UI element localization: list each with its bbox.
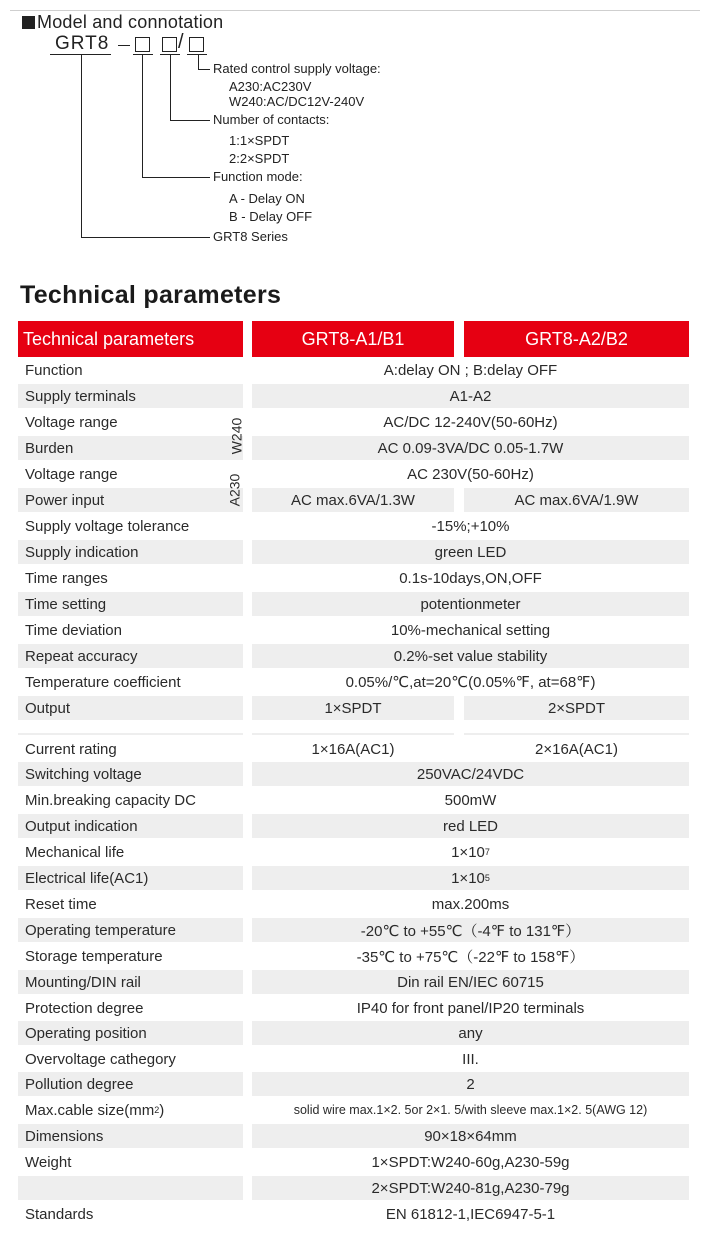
branch-contacts-option: 1:1×SPDT <box>229 133 290 148</box>
row-value: 0.1s-10days,ON,OFF <box>399 569 542 587</box>
table-row <box>18 892 690 918</box>
row-label: Electrical life(AC1) <box>18 866 243 890</box>
row-value: A1-A2 <box>252 384 689 408</box>
row-value: A:delay ON ; B:delay OFF <box>383 361 558 379</box>
row-label: Function <box>25 361 83 379</box>
row-value: EN 61812-1,IEC6947-5-1 <box>385 1205 556 1223</box>
row-label: Switching voltage <box>18 762 243 786</box>
function-mode-box <box>135 37 150 52</box>
row-value-a: AC max.6VA/1.3W <box>252 488 454 512</box>
row-value: 250VAC/24VDC <box>252 762 689 786</box>
row-value: III. <box>462 1050 479 1068</box>
row-value: 90×18×64mm <box>252 1124 689 1148</box>
connector-function-v <box>142 54 143 178</box>
code-slash: / <box>178 31 184 53</box>
table-row <box>18 644 690 670</box>
table-row <box>18 670 690 696</box>
table-row <box>18 788 690 814</box>
row-value: AC/DC 12-240V(50-60Hz) <box>383 413 558 431</box>
branch-voltage-option: W240:AC/DC12V-240V <box>229 94 365 109</box>
row-value-b: 2×16A(AC1) <box>535 740 618 758</box>
table-row <box>18 1098 690 1124</box>
row-value-b: 2×SPDT <box>464 696 689 720</box>
table-row <box>18 918 690 944</box>
label-end: ) <box>159 1101 165 1119</box>
row-label <box>18 1176 243 1200</box>
table-row <box>18 592 690 618</box>
row-value: 1×10 7 <box>451 843 490 861</box>
row-value: IP40 for front panel/IP20 terminals <box>356 999 585 1017</box>
row-label: Power input <box>18 488 243 512</box>
row-value: AC 0.09-3VA/DC 0.05-1.7W <box>252 436 689 460</box>
connector-contacts-v <box>170 54 171 121</box>
row-label: Storage temperature <box>25 947 163 965</box>
table-row <box>18 1150 690 1176</box>
table-row <box>18 737 690 763</box>
row-value-b: AC max.6VA/1.9W <box>464 488 689 512</box>
row-label: Voltage range <box>25 465 118 483</box>
table-row <box>18 618 690 644</box>
table-row <box>18 840 690 866</box>
table-row <box>18 1047 690 1073</box>
row-value: 2 <box>252 1072 689 1096</box>
connector-voltage-h <box>198 69 210 70</box>
top-divider <box>10 10 700 11</box>
table-row <box>18 410 690 436</box>
row-label: Dimensions <box>18 1124 243 1148</box>
group-label-a230: A230 <box>226 473 243 507</box>
row-label: Voltage range <box>25 413 118 431</box>
square-bullet-icon <box>22 16 35 29</box>
row-label: Repeat accuracy <box>18 644 243 668</box>
branch-function-option: A - Delay ON <box>229 191 305 206</box>
connector-contacts-h <box>170 120 210 121</box>
row-label: Weight <box>25 1153 72 1171</box>
row-value-a: 1×16A(AC1) <box>311 740 395 758</box>
code-dash <box>118 45 130 46</box>
section-divider <box>464 733 689 735</box>
table-row <box>18 1124 690 1150</box>
row-label: Overvoltage cathegory <box>25 1050 176 1068</box>
row-value: max.200ms <box>431 895 510 913</box>
row-value: potentionmeter <box>252 592 689 616</box>
connector-voltage-v <box>198 54 199 70</box>
row-value: green LED <box>252 540 689 564</box>
tech-section-title: Technical parameters <box>20 281 282 309</box>
model-section-title-text: Model and connotation <box>37 12 224 32</box>
row-label: Burden <box>18 436 243 460</box>
branch-voltage-label: Rated control supply voltage: <box>213 61 381 76</box>
table-row <box>18 540 690 566</box>
row-value: red LED <box>252 814 689 838</box>
row-value: -35℃ to +75℃（-22℉ to 158℉） <box>356 948 585 966</box>
row-label: Supply terminals <box>18 384 243 408</box>
contacts-box <box>162 37 177 52</box>
branch-function-label: Function mode: <box>213 169 303 184</box>
row-label: Protection degree <box>25 999 144 1017</box>
row-value: 2×SPDT:W240-81g,A230-79g <box>252 1176 689 1200</box>
row-label: Time ranges <box>25 569 108 587</box>
row-label: Operating position <box>18 1021 243 1045</box>
row-value: AC 230V(50-60Hz) <box>407 465 534 483</box>
row-value: 1×SPDT:W240-60g,A230-59g <box>371 1153 570 1171</box>
row-label: Pollution degree <box>18 1072 243 1096</box>
table-row <box>18 696 690 722</box>
table-row <box>18 970 690 996</box>
row-label: Max.cable size(mm 2 ) <box>25 1101 165 1119</box>
branch-contacts-label: Number of contacts: <box>213 112 330 127</box>
row-label: Time deviation <box>25 621 122 639</box>
table-row <box>18 866 690 892</box>
row-label: Supply indication <box>18 540 243 564</box>
row-value: 500mW <box>444 791 497 809</box>
row-label: Operating temperature <box>18 918 243 942</box>
row-value: 1×10 5 <box>252 866 689 890</box>
branch-series-label: GRT8 Series <box>213 229 288 244</box>
table-row <box>18 996 690 1022</box>
table-row <box>18 436 690 462</box>
table-header-model-a2b2: GRT8-A2/B2 <box>464 321 689 357</box>
row-value: 10%-mechanical setting <box>390 621 551 639</box>
row-label: Current rating <box>25 740 117 758</box>
voltage-box <box>189 37 204 52</box>
table-row <box>18 384 690 410</box>
table-header-parameters: Technical parameters <box>18 321 243 357</box>
row-label: Supply voltage tolerance <box>25 517 190 535</box>
row-value: -15%;+10% <box>431 517 510 535</box>
row-label: Mechanical life <box>25 843 125 861</box>
value-base: 1×10 <box>451 869 485 887</box>
box3-underline <box>187 54 207 55</box>
table-row <box>18 514 690 540</box>
section-divider <box>18 733 243 735</box>
model-code: GRT8 <box>55 33 110 54</box>
connector-function-h <box>142 177 210 178</box>
table-row <box>18 944 690 970</box>
row-value: Din rail EN/IEC 60715 <box>252 970 689 994</box>
section-divider <box>252 733 454 735</box>
table-row <box>18 566 690 592</box>
table-row <box>18 358 690 384</box>
group-label-w240: W240 <box>228 417 245 455</box>
connector-series-h <box>81 237 210 238</box>
box1-underline <box>133 54 153 55</box>
row-label: Reset time <box>25 895 97 913</box>
branch-voltage-option: A230:AC230V <box>229 79 312 94</box>
row-label: Standards <box>25 1205 94 1223</box>
row-value: 0.2%-set value stability <box>252 644 689 668</box>
table-row <box>18 1176 690 1202</box>
row-label: Mounting/DIN rail <box>18 970 243 994</box>
branch-function-option: B - Delay OFF <box>229 209 313 224</box>
row-value: -20℃ to +55℃（-4℉ to 131℉） <box>252 918 689 942</box>
branch-contacts-option: 2:2×SPDT <box>229 151 290 166</box>
table-header-model-a1b1: GRT8-A1/B1 <box>252 321 454 357</box>
table-row <box>18 1072 690 1098</box>
model-section-title <box>22 12 223 33</box>
table-row <box>18 488 690 514</box>
table-row <box>18 462 690 488</box>
row-label: Min.breaking capacity DC <box>25 791 196 809</box>
row-label: Output <box>18 696 243 720</box>
table-row <box>18 1021 690 1047</box>
row-value-a: 1×SPDT <box>252 696 454 720</box>
label-base: Max.cable size(mm <box>25 1101 155 1119</box>
table-row <box>18 1202 690 1228</box>
connector-series-v <box>81 54 82 238</box>
row-value: solid wire max.1×2. 5or 2×1. 5/with sleeve max.1×2. 5(AWG 12) <box>293 1103 648 1117</box>
row-value: 0.05%/℃,at=20℃(0.05%℉, at=68℉) <box>345 674 596 691</box>
row-label: Output indication <box>18 814 243 838</box>
table-row <box>18 814 690 840</box>
row-label: Temperature coefficient <box>25 673 181 691</box>
value-base: 1×10 <box>451 843 485 861</box>
row-label: Time setting <box>18 592 243 616</box>
row-value: any <box>252 1021 689 1045</box>
table-row <box>18 762 690 788</box>
